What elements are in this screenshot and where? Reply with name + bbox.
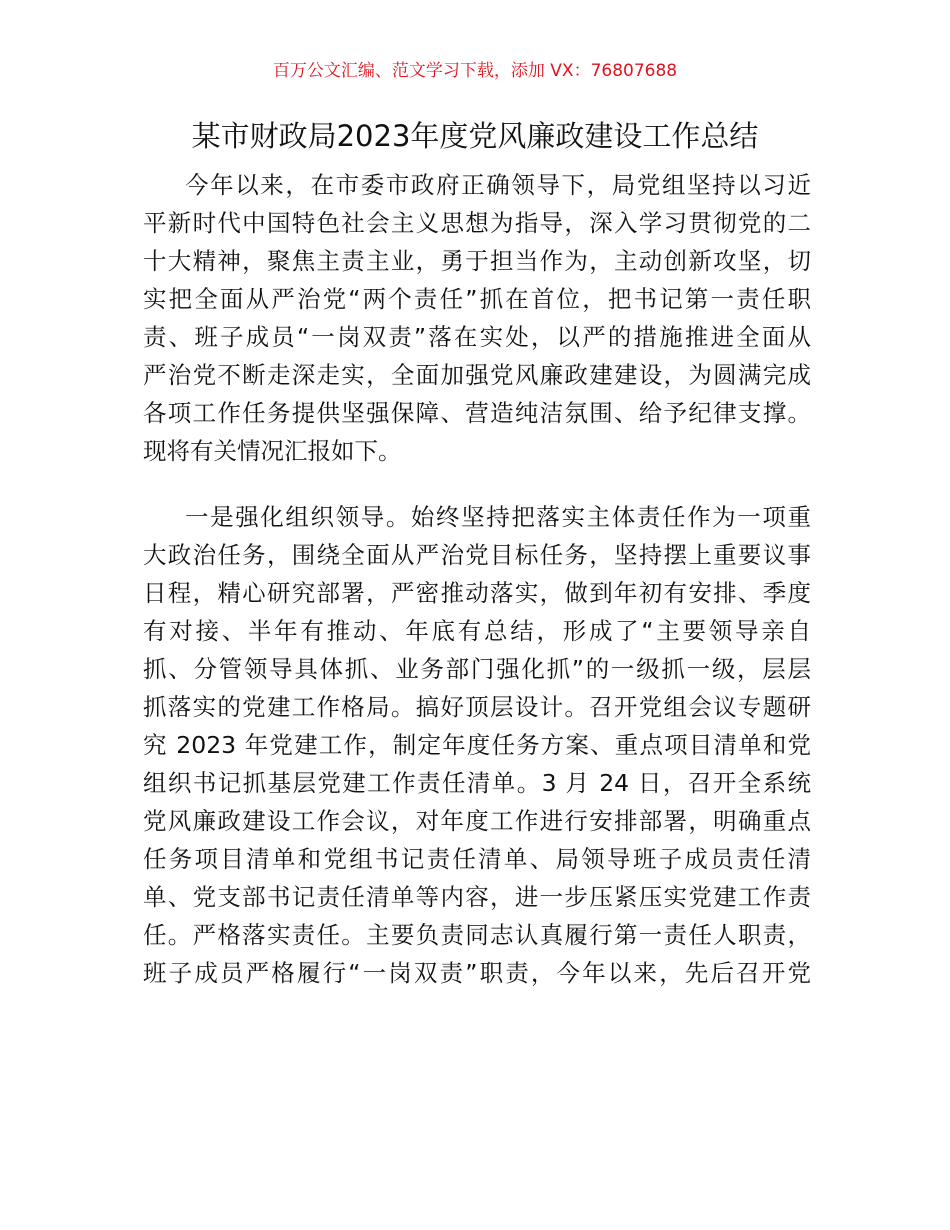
paragraph — [143, 498, 811, 992]
watermark-header: 百万公文汇编、范文学习下载，添加 VX：76807688 — [272, 61, 678, 81]
text-line: 单、党支部书记责任清单等内容，进一步压紧压实党建工作责 — [143, 883, 811, 911]
text-line: 抓、分管领导具体抓、业务部门强化抓”的一级抓一级，层层 — [143, 655, 811, 683]
text-line: 各项工作任务提供坚强保障、营造纯洁氛围、给予纪律支撑。 — [143, 399, 811, 427]
text-line: 抓落实的党建工作格局。搞好顶层设计。召开党组会议专题研 — [143, 693, 811, 721]
text-line: 实把全面从严治党“两个责任”抓在首位，把书记第一责任职 — [143, 285, 811, 313]
paragraph — [143, 166, 811, 470]
text-line: 究 2023 年党建工作，制定年度任务方案、重点项目清单和党 — [143, 731, 811, 759]
text-line: 大政治任务，围绕全面从严治党目标任务，坚持摆上重要议事 — [143, 541, 811, 569]
text-line: 任。严格落实责任。主要负责同志认真履行第一责任人职责， — [143, 921, 811, 949]
text-line: 日程，精心研究部署，严密推动落实，做到年初有安排、季度 — [143, 579, 811, 607]
text-line: 十大精神，聚焦主责主业，勇于担当作为，主动创新攻坚，切 — [143, 247, 811, 275]
text-line: 责、班子成员“一岗双责”落在实处，以严的措施推进全面从 — [143, 323, 811, 351]
text-line: 一是强化组织领导。始终坚持把落实主体责任作为一项重 — [185, 503, 811, 531]
document-body — [143, 166, 811, 1020]
text-line: 严治党不断走深走实，全面加强党风廉政建建设，为圆满完成 — [143, 361, 811, 389]
text-line: 有对接、半年有推动、年底有总结，形成了“主要领导亲自 — [143, 617, 811, 645]
text-line: 今年以来，在市委市政府正确领导下，局党组坚持以习近 — [185, 171, 811, 199]
text-line: 班子成员严格履行“一岗双责”职责，今年以来，先后召开党 — [143, 959, 811, 987]
text-line: 现将有关情况汇报如下。 — [143, 437, 402, 465]
text-line: 党风廉政建设工作会议，对年度工作进行安排部署，明确重点 — [143, 807, 811, 835]
text-line: 任务项目清单和党组书记责任清单、局领导班子成员责任清 — [143, 845, 811, 873]
text-line: 组织书记抓基层党建工作责任清单。3 月 24 日，召开全系统 — [143, 769, 811, 797]
document-title: 某市财政局2023年度党风廉政建设工作总结 — [191, 119, 759, 153]
text-line: 平新时代中国特色社会主义思想为指导，深入学习贯彻党的二 — [143, 209, 811, 237]
